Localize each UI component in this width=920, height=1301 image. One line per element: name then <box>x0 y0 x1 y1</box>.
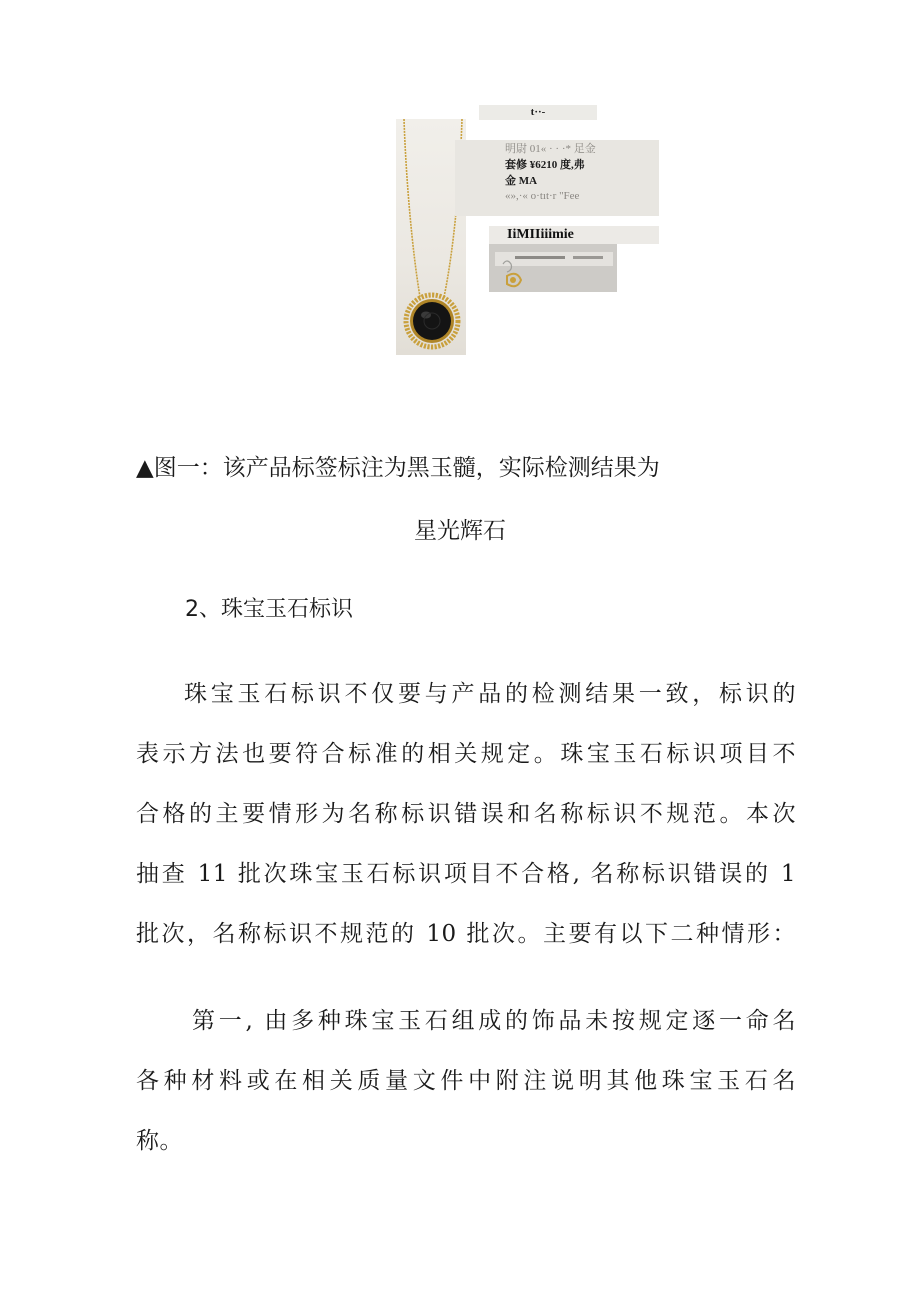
figure-caption-line-1: ▲图一：该产品标签标注为黑玉髓，实际检测结果为 <box>136 455 660 481</box>
section-heading: 2、珠宝玉石标识 <box>185 597 353 622</box>
paragraph-line: 表示方法也要符合标准的相关规定。珠宝玉石标识项目不 <box>136 741 796 767</box>
tag-photo-illustration <box>489 244 617 292</box>
figure-caption-line-2: 星光辉石 <box>414 518 506 544</box>
tag-name-text: IiMIIiiimie <box>489 226 659 244</box>
paragraph-line: 合格的主要情形为名称标识错误和名称标识不规范。本次 <box>136 801 796 827</box>
tag-line-4: «»,·« o·tıt·r "Fee <box>505 190 580 202</box>
paragraph-line: 称。 <box>136 1128 183 1154</box>
paragraph-line: 珠宝玉石标识不仅要与产品的检测结果一致，标识的 <box>184 681 796 707</box>
paragraph-1 <box>136 676 796 976</box>
price-tag-card <box>455 140 659 216</box>
product-figure <box>0 0 920 380</box>
paragraph-line: 各种材料或在相关质量文件中附注说明其他珠宝玉石名 <box>136 1068 796 1094</box>
paragraph-line: 抽查 11 批次珠宝玉石标识项目不合格, 名称标识错误的 1 <box>136 861 796 887</box>
tag-line-3: 金 MA <box>505 175 538 187</box>
tag-header-text: t··- <box>479 105 597 120</box>
tag-line-1: 明尉 01« · · ·* 足金 <box>505 143 596 155</box>
paragraph-2 <box>136 1003 796 1183</box>
tag-photo <box>489 244 617 292</box>
paragraph-line: 批次，名称标识不规范的 10 批次。主要有以下二种情形： <box>136 921 796 947</box>
paragraph-line: 第一, 由多种珠宝玉石组成的饰品未按规定逐一命名 <box>192 1008 796 1034</box>
tag-line-2: 套修 ¥6210 度,弗 <box>505 159 585 171</box>
